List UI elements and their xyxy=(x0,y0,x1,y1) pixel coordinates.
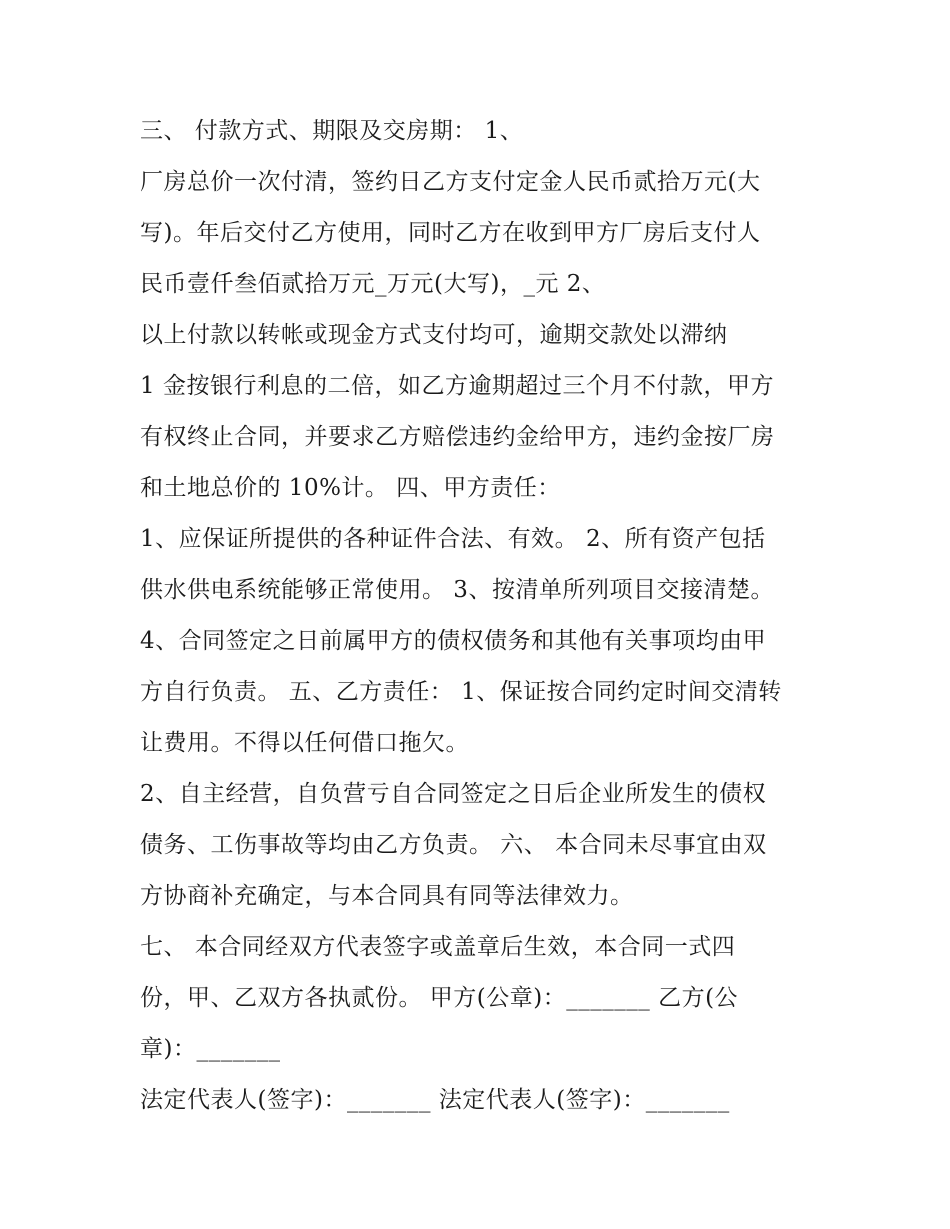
text-line: 1 金按银行利息的二倍，如乙方逾期超过三个月不付款，甲方 xyxy=(140,373,774,399)
text-line: 和土地总价的 10%计。 四、甲方责任： xyxy=(140,475,561,501)
text-line: 1、应保证所提供的各种证件合法、有效。 2、所有资产包括 xyxy=(140,526,766,552)
text-line: 方自行负责。 五、乙方责任： 1、保证按合同约定时间交清转 xyxy=(140,679,782,705)
text-line: 厂房总价一次付清，签约日乙方支付定金人民币贰拾万元(大 xyxy=(140,169,761,195)
text-line: 写)。年后交付乙方使用，同时乙方在收到甲方厂房后支付人 xyxy=(140,220,761,246)
text-line: 供水供电系统能够正常使用。 3、按清单所列项目交接清楚。 xyxy=(140,577,774,603)
text-line: 4、合同签定之日前属甲方的债权债务和其他有关事项均由甲 xyxy=(140,628,767,654)
text-line: 以上付款以转帐或现金方式支付均可，逾期交款处以滞纳 xyxy=(140,322,728,348)
text-line: 债务、工伤事故等均由乙方负责。 六、 本合同未尽事宜由双 xyxy=(140,832,767,858)
text-line: 七、 本合同经双方代表签字或盖章后生效，本合同一式四 xyxy=(140,934,736,960)
text-line: 份，甲、乙双方各执贰份。 甲方(公章)：_______ 乙方(公 xyxy=(140,985,739,1011)
text-line: 方协商补充确定，与本合同具有同等法律效力。 xyxy=(140,883,634,909)
text-line: 三、 付款方式、期限及交房期： 1、 xyxy=(140,118,524,144)
text-line: 有权终止合同，并要求乙方赔偿违约金给甲方，违约金按厂房 xyxy=(140,424,775,450)
text-line: 民币壹仟叁佰贰拾万元_万元(大写)，_元 2、 xyxy=(140,271,606,297)
text-line: 法定代表人(签字)：_______ 法定代表人(签字)：_______ xyxy=(140,1087,730,1113)
text-line: 章)：_______ xyxy=(140,1036,281,1062)
document-body xyxy=(140,106,830,1126)
text-line: 2、自主经营，自负营亏自合同签定之日后企业所发生的债权 xyxy=(140,781,767,807)
text-line: 让费用。不得以任何借口拖欠。 xyxy=(140,730,469,756)
